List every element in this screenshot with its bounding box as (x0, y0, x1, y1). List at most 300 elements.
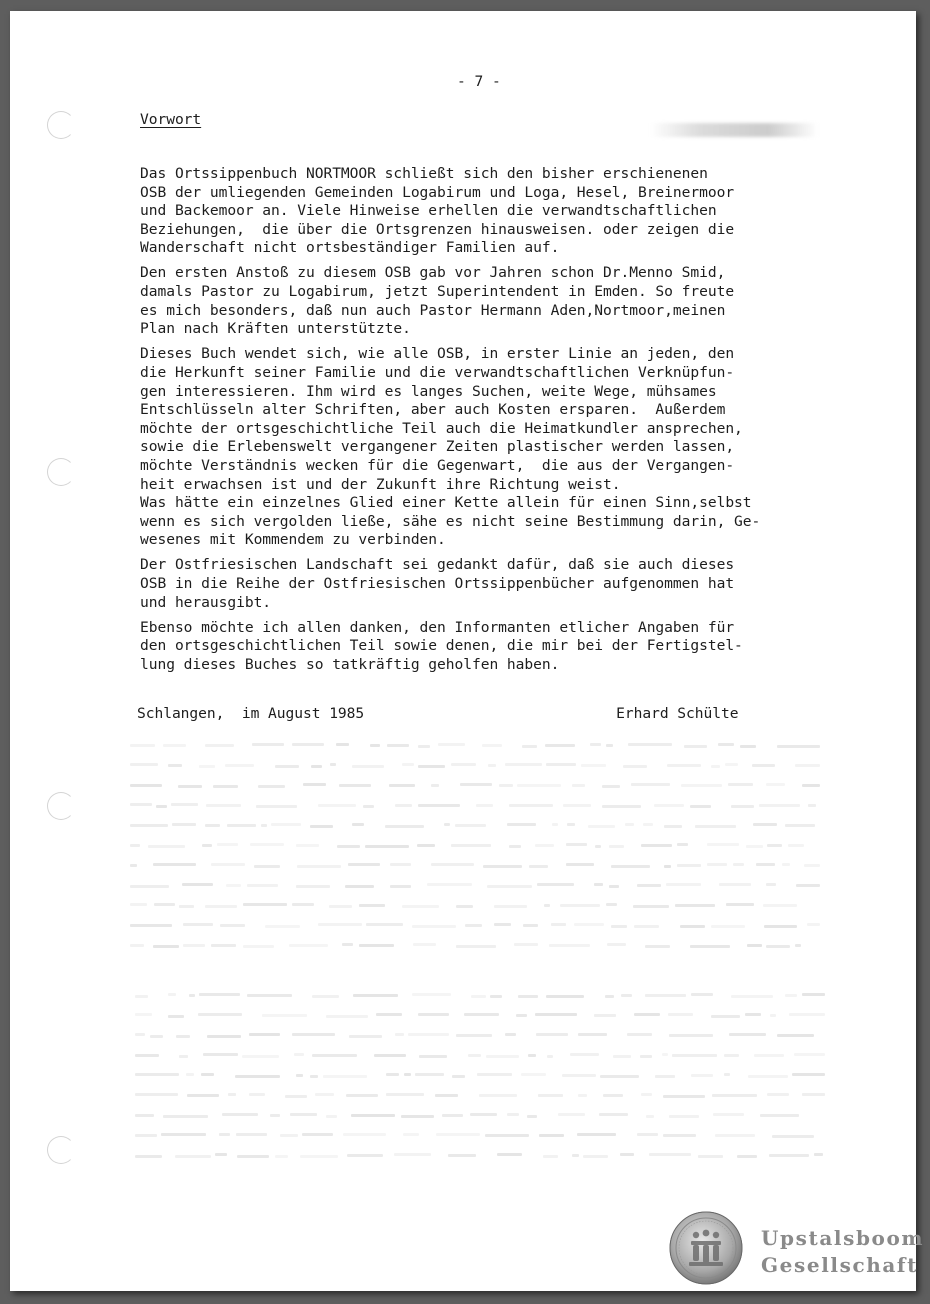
bleed-through-mark (343, 1133, 386, 1136)
bleed-through-mark (567, 823, 575, 826)
bleed-through-mark (243, 945, 274, 948)
bleed-through-mark (468, 1054, 481, 1057)
text-line: lung dieses Buches so tatkräftig geholfen haben. (140, 655, 560, 673)
bleed-through-mark (418, 765, 445, 768)
bleed-through-mark (607, 943, 626, 946)
bleed-through-mark (228, 1093, 236, 1096)
bleed-through-mark (649, 1153, 691, 1156)
bleed-through-row (130, 921, 820, 931)
bleed-through-mark (577, 1133, 616, 1136)
bleed-through-mark (479, 1094, 517, 1097)
bleed-through-row (135, 1091, 825, 1101)
bleed-through-mark (537, 883, 574, 886)
bleed-through-mark (153, 945, 179, 948)
bleed-through-mark (606, 744, 613, 747)
bleed-through-mark (179, 905, 194, 908)
logo-text-line: Gesellschaft (761, 1253, 918, 1277)
bleed-through-mark (130, 924, 172, 927)
bleed-through-mark (770, 1014, 776, 1017)
bleed-through-mark (448, 1154, 476, 1157)
bleed-through-mark (211, 863, 245, 866)
text-line: Entschlüsseln alter Schriften, aber auch Kosten ersparen. Außerdem (140, 401, 726, 419)
bleed-through-mark (323, 1075, 367, 1078)
bleed-through-mark (713, 1113, 744, 1116)
bleed-through-mark (725, 763, 738, 766)
bleed-through-mark (213, 785, 238, 788)
bleed-through-mark (227, 824, 256, 827)
bleed-through-mark (130, 903, 147, 906)
bleed-through-mark (310, 825, 333, 828)
bleed-through-row (135, 1151, 825, 1161)
bleed-through-mark (581, 764, 606, 767)
bleed-through-mark (711, 925, 745, 928)
bleed-through-mark (296, 1074, 303, 1077)
bleed-through-mark (747, 944, 762, 947)
bleed-through-mark (605, 995, 614, 998)
bleed-through-mark (654, 804, 684, 807)
bleed-through-mark (772, 1135, 814, 1138)
signature-line (137, 705, 777, 722)
bleed-through-mark (402, 905, 439, 908)
bleed-through-mark (252, 743, 284, 746)
bleed-through-mark (156, 805, 167, 808)
bleed-through-mark (451, 844, 491, 847)
bleed-through-mark (217, 843, 238, 846)
bleed-through-mark (666, 883, 701, 886)
paragraph (140, 556, 780, 612)
bleed-through-mark (442, 1114, 463, 1117)
bleed-through-mark (613, 1055, 631, 1058)
bleed-through-mark (754, 1054, 784, 1057)
bleed-through-row (135, 991, 825, 1001)
bleed-through-mark (418, 745, 430, 748)
bleed-through-mark (225, 764, 254, 767)
bleed-through-mark (640, 1055, 652, 1058)
bleed-through-mark (395, 804, 412, 807)
bleed-through-mark (549, 944, 590, 947)
bleed-through-mark (729, 1033, 766, 1036)
bleed-through-mark (345, 885, 374, 888)
bleed-through-mark (292, 1033, 335, 1036)
bleed-through-mark (602, 785, 620, 788)
bleed-through-mark (785, 994, 797, 997)
bleed-through-mark (476, 804, 493, 807)
bleed-through-mark (664, 825, 682, 828)
bleed-through-mark (312, 1054, 357, 1057)
bleed-through-mark (330, 763, 336, 766)
bleed-through-mark (135, 1073, 179, 1076)
bleed-through-mark (764, 925, 797, 928)
bleed-through-mark (359, 904, 385, 907)
bleed-through-mark (198, 1013, 242, 1016)
text-line: Plan nach Kräften unterstützte. (140, 320, 411, 338)
bleed-through-mark (792, 1073, 825, 1076)
bleed-through-mark (698, 1155, 723, 1158)
text-line: OSB der umliegenden Gemeinden Logabirum und Loga, Hesel, Breinermoor (140, 183, 735, 201)
bleed-through-mark (183, 944, 205, 947)
bleed-through-mark (130, 744, 155, 747)
bleed-through-mark (606, 903, 617, 906)
bleed-through-mark (374, 1054, 406, 1057)
bleed-through-row (130, 761, 820, 771)
bleed-through-row (135, 1011, 825, 1021)
text-line: wenn es sich vergolden ließe, sähe es nicht seine Bestimmung darin, Ge- (140, 512, 761, 530)
bleed-through-mark (262, 1014, 307, 1017)
bleed-through-mark (588, 825, 615, 828)
bleed-through-mark (731, 805, 754, 808)
bleed-through-mark (517, 784, 561, 787)
bleed-through-mark (802, 993, 825, 996)
bleed-through-mark (363, 805, 374, 808)
bleed-through-mark (748, 1075, 788, 1078)
bleed-through-mark (431, 863, 474, 866)
bleed-through-mark (672, 1054, 717, 1057)
bleed-through-mark (490, 995, 502, 998)
bleed-through-mark (202, 844, 212, 847)
bleed-through-mark (637, 884, 661, 887)
bleed-through-mark (385, 825, 424, 828)
bleed-through-mark (254, 865, 280, 868)
bleed-through-mark (444, 823, 450, 826)
bleed-through-mark (135, 1033, 145, 1036)
bleed-through-mark (663, 1134, 696, 1137)
bleed-through-mark (621, 994, 632, 997)
text-line: möchte Verständnis wecken für die Gegenwart, die aus der Vergangen- (140, 456, 735, 474)
bleed-through-row (130, 941, 820, 951)
bleed-through-mark (265, 925, 300, 928)
bleed-through-mark (539, 1134, 564, 1137)
bleed-through-mark (389, 784, 415, 787)
bleed-through-mark (249, 1093, 265, 1096)
bleed-through-mark (285, 1095, 307, 1098)
bleed-through-mark (538, 1094, 563, 1097)
bleed-through-mark (494, 923, 511, 926)
bleed-through-mark (645, 994, 686, 997)
bleed-through-mark (386, 1093, 424, 1096)
bleed-through-mark (645, 945, 670, 948)
bleed-through-mark (663, 1095, 705, 1098)
bleed-through-mark (339, 784, 371, 787)
bleed-through-mark (235, 1075, 280, 1078)
bleed-through-mark (296, 844, 319, 847)
bleed-through-mark (514, 943, 538, 946)
bleed-through-mark (297, 865, 341, 868)
bleed-through-mark (766, 783, 785, 786)
bleed-through-mark (243, 903, 287, 906)
bleed-through-mark (794, 1053, 825, 1056)
bleed-through-mark (312, 995, 339, 998)
text-line: wesenes mit Kommendem zu verbinden. (140, 531, 446, 549)
bleed-through-mark (662, 1053, 668, 1056)
bleed-through-mark (280, 1134, 298, 1137)
bleed-through-mark (594, 1014, 616, 1017)
bleed-through-mark (675, 904, 715, 907)
bleed-through-mark (435, 1094, 458, 1097)
bleed-through-mark (258, 785, 285, 788)
bleed-through-mark (641, 844, 672, 847)
bleed-through-mark (318, 923, 362, 926)
bleed-through-mark (130, 885, 169, 888)
bleed-through-mark (528, 1054, 536, 1057)
bleed-through-mark (599, 1113, 628, 1116)
bleed-through-mark (352, 765, 384, 768)
bleed-through-mark (183, 923, 213, 926)
bleed-through-mark (390, 885, 411, 888)
bleed-through-mark (179, 1055, 188, 1058)
bleed-through-mark (168, 993, 176, 996)
bleed-through-mark (154, 903, 175, 906)
bleed-through-mark (178, 785, 202, 788)
section-heading: Vorwort (140, 111, 202, 128)
bleed-through-mark (336, 743, 349, 746)
bleed-through-mark (769, 1154, 809, 1157)
bleed-through-mark (163, 744, 186, 747)
bleed-through-mark (623, 765, 647, 768)
bleed-through-mark (789, 1013, 825, 1016)
bleed-through-mark (611, 925, 627, 928)
bleed-through-mark (464, 1013, 499, 1016)
bleed-through-mark (135, 1093, 178, 1096)
text-line: heit erwachsen ist und der Zukunft ihre Richtung weist. (140, 475, 621, 493)
bleed-through-mark (366, 923, 403, 926)
bleed-through-mark (456, 905, 473, 908)
bleed-through-mark (563, 804, 591, 807)
bleed-through-mark (690, 945, 730, 948)
bleed-through-mark (620, 1153, 634, 1156)
bleed-through-mark (609, 885, 619, 888)
bleed-through-mark (574, 923, 604, 926)
bleed-through-mark (370, 744, 380, 747)
bleed-through-mark (270, 1114, 280, 1117)
bleed-through-mark (236, 1133, 267, 1136)
bleed-through-mark (199, 765, 215, 768)
bleed-through-mark (303, 783, 326, 786)
bleed-through-mark (207, 1035, 241, 1038)
bleed-through-row (130, 741, 820, 751)
bleed-through-mark (544, 904, 550, 907)
bleed-through-mark (643, 823, 653, 826)
bleed-through-mark (130, 824, 168, 827)
page-number: - 7 - (457, 73, 501, 90)
bleed-through-mark (804, 864, 820, 867)
bleed-through-mark (631, 783, 670, 786)
bleed-through-mark (256, 805, 297, 808)
bleed-through-mark (637, 1133, 658, 1136)
bleed-through-mark (310, 1075, 318, 1078)
bleed-through-mark (186, 1073, 194, 1076)
bleed-through-mark (497, 1153, 522, 1156)
paragraph (140, 264, 780, 338)
bleed-through-mark (535, 844, 554, 847)
bleed-through-mark (329, 905, 352, 908)
bleed-through-mark (431, 784, 439, 787)
bleed-through-mark (795, 944, 801, 947)
bleed-through-mark (655, 1075, 675, 1078)
bleed-through-mark (386, 1073, 399, 1076)
bleed-through-mark (219, 1133, 230, 1136)
bleed-through-mark (247, 884, 278, 887)
bleed-through-mark (250, 843, 284, 846)
bleed-through-mark (353, 994, 398, 997)
bleed-through-mark (135, 1114, 154, 1117)
bleed-through-mark (163, 1115, 208, 1118)
bleed-through-mark (348, 863, 380, 866)
bleed-through-mark (572, 784, 585, 787)
text-line: gen interessieren. Ihm wird es langes Suchen, weite Wege, mühsames (140, 382, 717, 400)
bleed-through-mark (201, 1073, 214, 1076)
bleed-through-mark (766, 945, 790, 948)
text-line: Das Ortssippenbuch NORTMOOR schließt sich den bisher erschienenen (140, 165, 708, 182)
bleed-through-mark (456, 1034, 492, 1037)
bleed-through-row (135, 1131, 825, 1141)
bleed-through-mark (600, 1075, 639, 1078)
bleed-through-mark (415, 1073, 444, 1076)
bleed-through-mark (505, 763, 542, 766)
bleed-through-mark (752, 764, 775, 767)
bleed-through-mark (226, 884, 241, 887)
bleed-through-mark (516, 1014, 527, 1017)
bleed-through-mark (677, 864, 701, 867)
bleed-through-mark (161, 1133, 206, 1136)
bleed-through-mark (205, 905, 237, 908)
bleed-through-mark (135, 1155, 162, 1158)
bleed-through-mark (684, 745, 707, 748)
bleed-through-row (130, 861, 820, 871)
bleed-through-mark (509, 804, 553, 807)
bleed-through-mark (394, 1153, 431, 1156)
bleed-through-mark (294, 1053, 304, 1056)
bleed-through-mark (529, 865, 548, 868)
bleed-through-mark (690, 805, 711, 808)
bleed-through-mark (365, 845, 409, 848)
bleed-through-mark (759, 804, 800, 807)
bleed-through-mark (733, 863, 744, 866)
text-line: Den ersten Anstoß zu diesem OSB gab vor Jahren schon Dr.Menno Smid, (140, 264, 726, 282)
bleed-through-mark (172, 823, 196, 826)
place-date: Schlangen, im August 1985 (137, 705, 365, 722)
bleed-through-mark (518, 995, 538, 998)
bleed-through-mark (543, 1155, 558, 1158)
paragraph (140, 345, 780, 550)
bleed-through-mark (641, 1093, 652, 1096)
bleed-through-mark (796, 884, 820, 887)
bleed-through-mark (130, 864, 137, 867)
bleed-through-mark (168, 764, 182, 767)
bleed-through-mark (182, 883, 213, 886)
bleed-through-mark (205, 744, 234, 747)
bleed-through-mark (536, 1033, 568, 1036)
bleed-through-mark (578, 1094, 587, 1097)
bleed-through-mark (220, 924, 245, 927)
bleed-through-mark (403, 1133, 419, 1136)
bleed-through-mark (611, 865, 650, 868)
bleed-through-mark (756, 863, 775, 866)
bleed-through-mark (300, 1155, 338, 1158)
bleed-through-mark (189, 994, 195, 997)
bleed-through-mark (521, 1073, 546, 1076)
bleed-through-mark (487, 885, 532, 888)
bleed-through-mark (148, 845, 185, 848)
bleed-through-mark (785, 824, 815, 827)
bleed-through-mark (419, 1055, 447, 1058)
bleed-through-row (130, 901, 820, 911)
bleed-through-mark (572, 1154, 579, 1157)
paragraph (140, 165, 780, 258)
bleed-through-mark (412, 925, 456, 928)
bleed-through-mark (413, 943, 436, 946)
bleed-through-mark (767, 1093, 789, 1096)
logo-text-line: Upstalsboom (761, 1226, 925, 1250)
bleed-through-row (135, 1071, 825, 1081)
bleed-through-mark (494, 905, 527, 908)
bleed-through-mark (130, 944, 144, 947)
text-line: OSB in die Reihe der Ostfriesischen Ortssippenbücher aufgenommen hat (140, 574, 735, 592)
bleed-through-mark (726, 903, 754, 906)
bleed-through-mark (290, 1113, 317, 1116)
bleed-through-mark (315, 1093, 334, 1096)
bleed-through-mark (261, 824, 267, 827)
bleed-through-mark (311, 765, 322, 768)
bleed-through-mark (570, 1053, 599, 1056)
bleed-through-mark (718, 743, 734, 746)
bleed-through-mark (395, 1033, 404, 1036)
bleed-through-mark (668, 1013, 693, 1016)
bleed-through-mark (766, 883, 776, 886)
bleed-through-mark (711, 765, 720, 768)
bleed-through-mark (242, 1055, 279, 1058)
bleed-through-mark (289, 944, 328, 947)
text-line: Beziehungen, die über die Ortsgrenzen hinausweisen. oder zeigen die (140, 220, 735, 238)
text-line: damals Pastor zu Logabirum, jetzt Superintendent in Emden. So freute (140, 283, 735, 301)
bleed-through-mark (401, 1115, 434, 1118)
bleed-through-mark (417, 844, 435, 847)
text-line: möchte der ortsgeschichtliche Teil auch die Heimatkundler ansprechen, (140, 419, 743, 437)
bleed-through-mark (249, 1033, 280, 1036)
bleed-through-mark (602, 805, 641, 808)
bleed-through-mark (737, 1155, 757, 1158)
bleed-through-mark (347, 1154, 383, 1157)
bleed-through-mark (509, 845, 521, 848)
bleed-through-mark (547, 1055, 553, 1058)
bleed-through-mark (545, 744, 575, 747)
bleed-through-mark (205, 824, 220, 827)
bleed-through-mark (349, 1035, 382, 1038)
bleed-through-mark (135, 1054, 159, 1057)
bleed-through-mark (715, 1134, 755, 1137)
bleed-through-mark (691, 993, 713, 996)
bleed-through-mark (130, 844, 140, 847)
bleed-through-mark (135, 1134, 157, 1137)
bleed-through-mark (175, 1155, 211, 1158)
bleed-through-mark (326, 1115, 337, 1118)
bleed-through-mark (222, 1113, 258, 1116)
bleed-through-row (135, 1031, 825, 1041)
bleed-through-mark (728, 783, 753, 786)
bleed-through-mark (418, 1013, 449, 1016)
bleed-through-mark (418, 804, 460, 807)
bleed-through-mark (527, 1115, 537, 1118)
bleed-through-mark (153, 863, 196, 866)
bleed-through-mark (583, 1155, 608, 1158)
bleed-through-mark (150, 1035, 163, 1038)
bleed-through-mark (171, 803, 198, 806)
bleed-through-mark (507, 823, 536, 826)
bleed-through-mark (667, 764, 701, 767)
bleed-through-mark (788, 844, 804, 847)
bleed-through-mark (777, 1034, 814, 1037)
bleed-through-mark (470, 1113, 497, 1116)
bleed-through-mark (359, 944, 394, 947)
